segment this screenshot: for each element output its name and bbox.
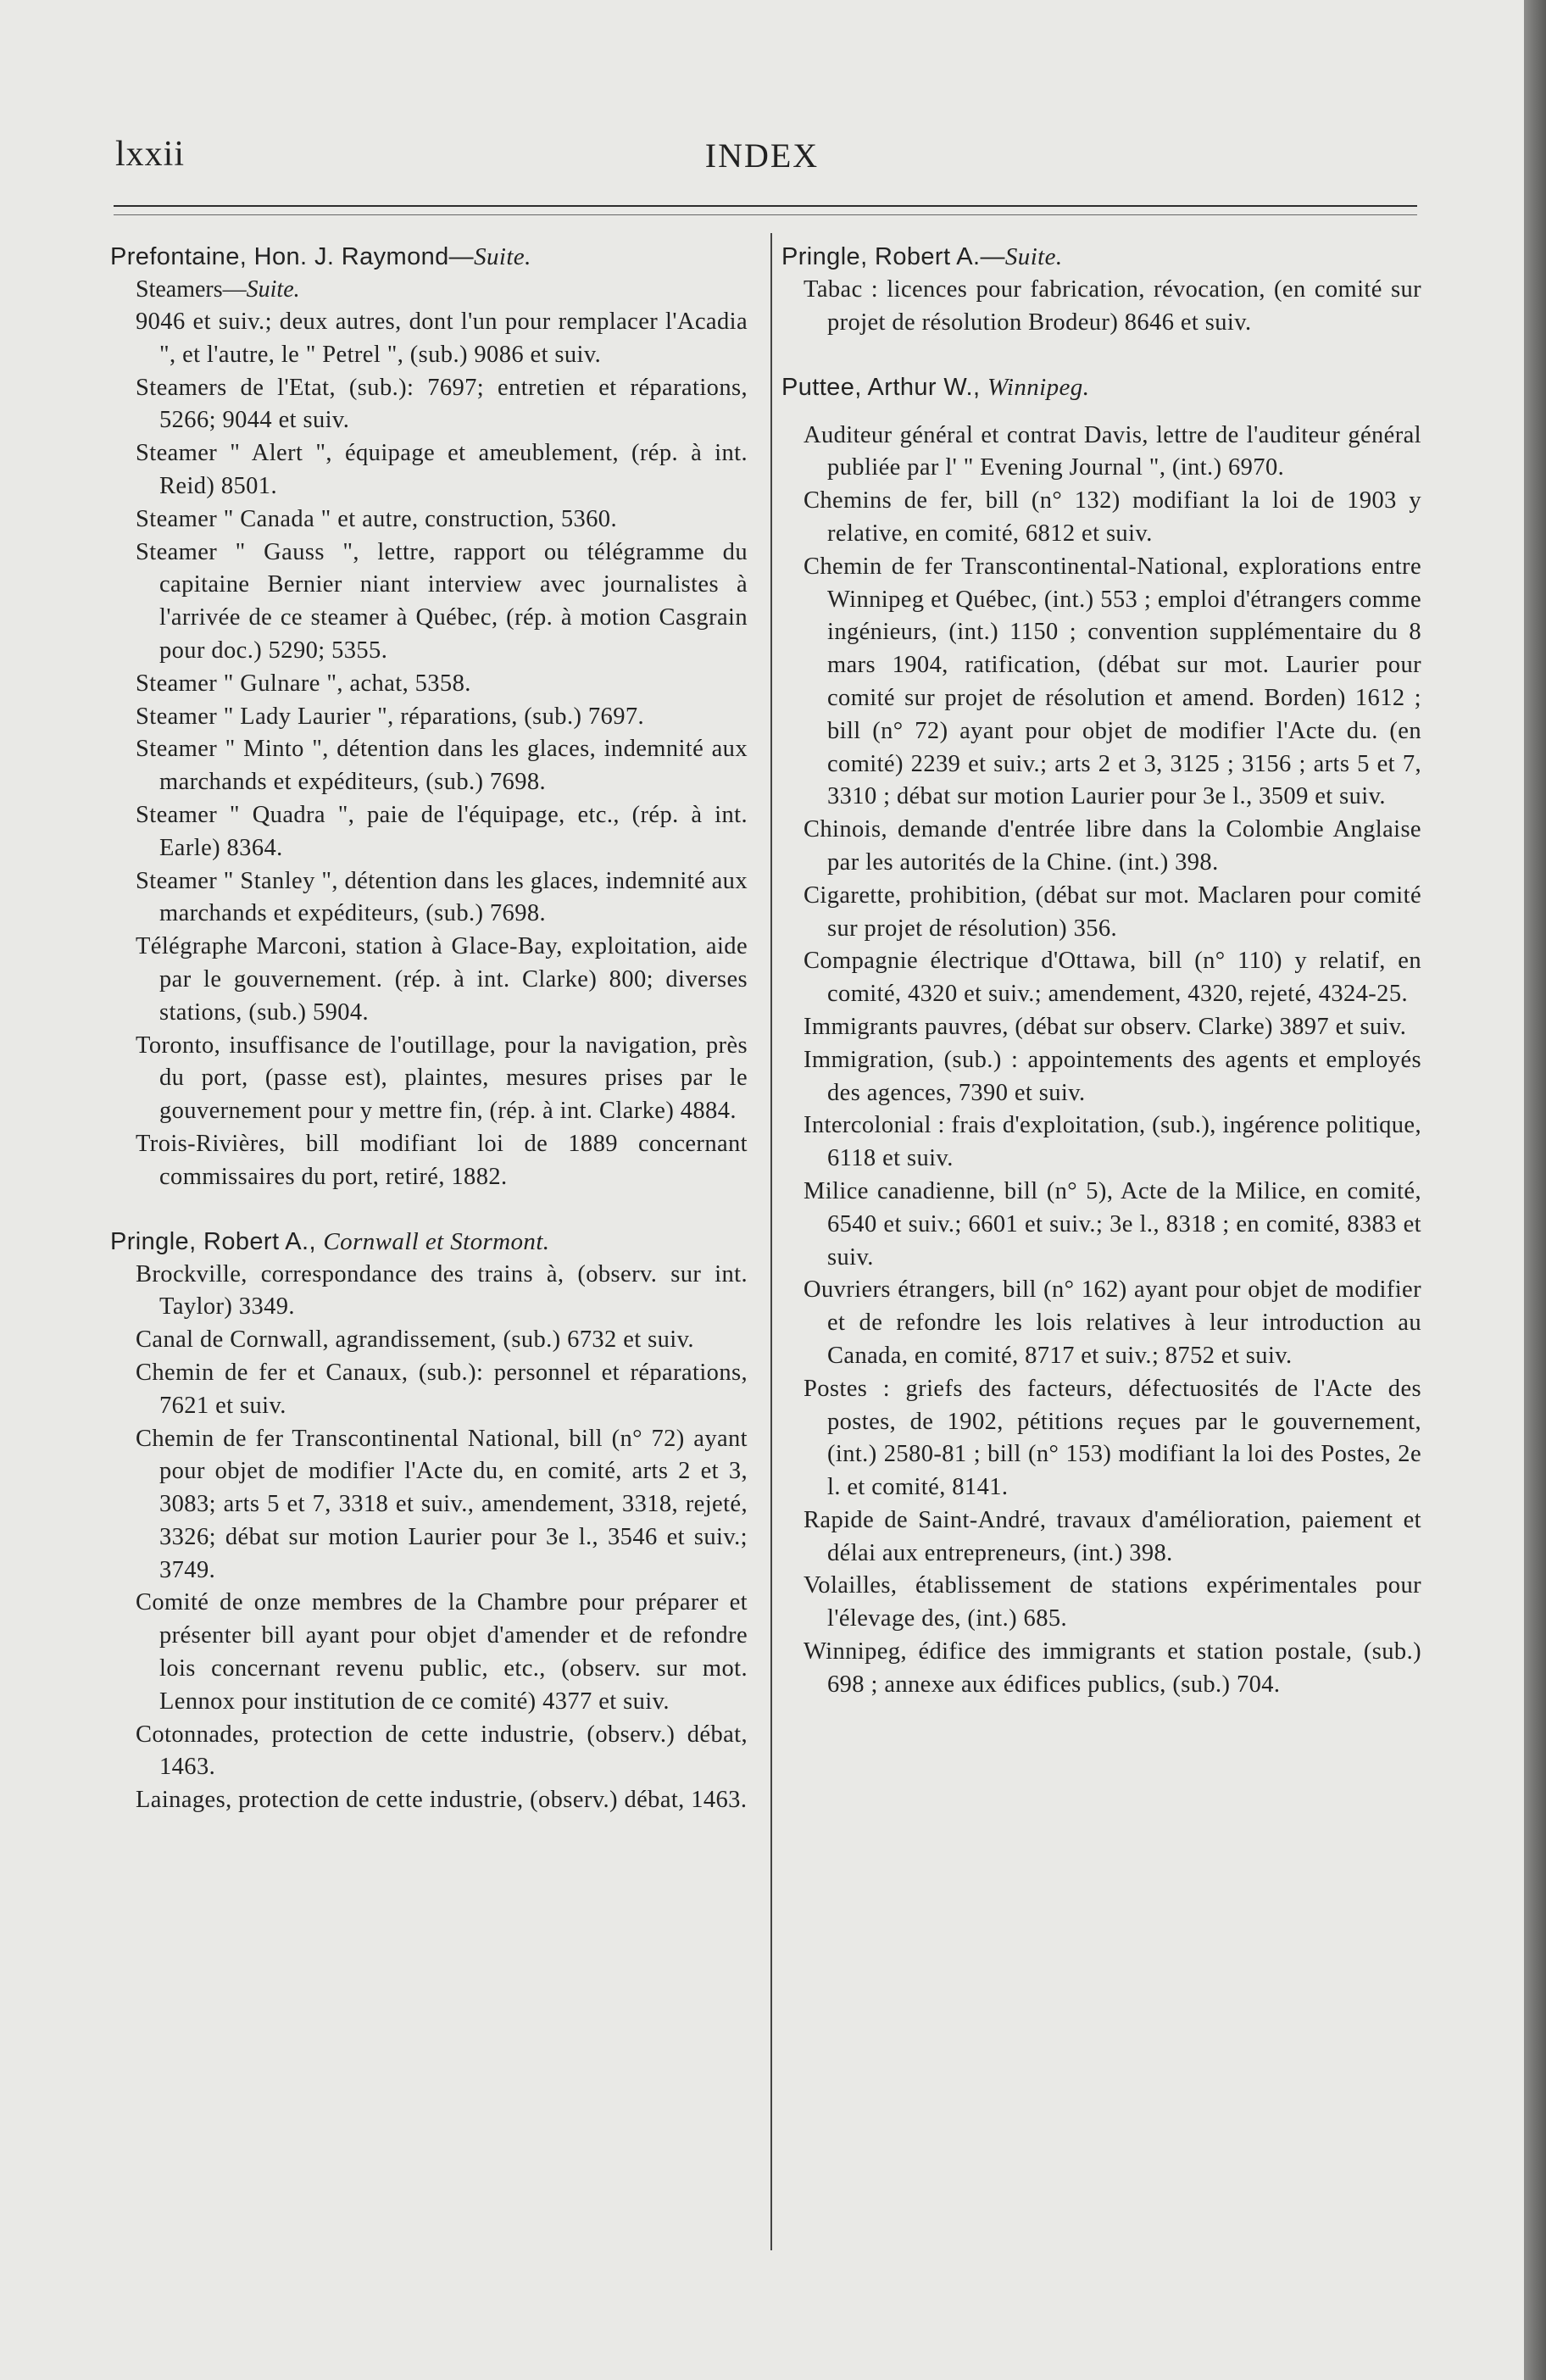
index-entry: Cigarette, prohibition, (débat sur mot. Maclaren pour comité sur projet de résolution) 356. (804, 881, 1421, 942)
index-heading-pringle-suite (781, 240, 1421, 274)
heading-gap (781, 404, 1421, 420)
heading-name: Prefontaine, Hon. J. Raymond— (110, 243, 475, 270)
index-entry: Brockville, correspondance des trains à, (observ. sur int. Taylor) 3349. (136, 1260, 748, 1321)
index-entry: Steamer " Gauss ", lettre, rapport ou télégramme du capitaine Bernier niant interview avec journalistes à l'arrivée de ce steamer à Québec, (rép. à motion Casgrain pour doc.) 5290; 5355. (136, 538, 748, 664)
section-gap (110, 1194, 748, 1225)
heading-name: Puttee, Arthur W., (781, 373, 981, 401)
index-entry: Chemin de fer et Canaux, (sub.): personnel et réparations, 7621 et suiv. (136, 1359, 748, 1419)
index-heading-puttee (781, 370, 1421, 404)
heading-riding: Winnipeg. (987, 373, 1090, 401)
index-entry: Télégraphe Marconi, station à Glace-Bay, exploitation, aide par le gouvernement. (rép. à int. Clarke) 800; diverses stations, (sub.) 5904. (136, 933, 748, 1026)
section-gap (781, 340, 1421, 370)
index-entry: Chemin de fer Transcontinental-National, explorations entre Winnipeg et Québec, (int.) 553 ; emploi d'étrangers comme ingénieurs, (int.) 1150 ; convention supplémentaire du 8 mars 1904, ratification, (débat sur mot. Laurier pour comité sur projet de résolution et amend. Borden) 1612 ; bill (n° 72) ayant pour objet de modifier l'Acte du. (en comité) 2239 et suiv.; arts 2 et 3, 3125 ; 3156 ; arts 5 et 7, 3310 ; débat sur motion Laurier pour 3e l., 3509 et suiv. (804, 553, 1421, 810)
index-heading-prefontaine (110, 240, 748, 274)
index-entry: Rapide de Saint-André, travaux d'amélioration, paiement et délai aux entrepreneurs, (int.) 398. (804, 1506, 1421, 1566)
index-heading-pringle (110, 1225, 748, 1259)
index-entry: Steamer " Alert ", équipage et ameublement, (rép. à int. Reid) 8501. (136, 440, 748, 499)
heading-suffix: Suite. (474, 243, 531, 270)
index-entry: Ouvriers étrangers, bill (n° 162) ayant pour objet de modifier et de refondre les lois relatives à leur introduction au Canada, en comité, 8717 et suiv.; 8752 et suiv. (804, 1276, 1421, 1369)
index-entry: Cotonnades, protection de cette industrie, (observ.) débat, 1463. (136, 1721, 748, 1781)
index-entry: Comité de onze membres de la Chambre pour préparer et présenter bill ayant pour objet d'amender et de refondre lois concernant revenu public, etc., (observ. sur mot. Lennox pour institution de ce comité) 4377 et suiv. (136, 1589, 748, 1715)
index-entry: Steamer " Canada " et autre, construction, 5360. (136, 505, 617, 532)
heading-name: Pringle, Robert A.— (781, 243, 1005, 270)
index-entry: Steamer " Gulnare ", achat, 5358. (136, 670, 471, 697)
index-entry: Intercolonial : frais d'exploitation, (sub.), ingérence politique, 6118 et suiv. (804, 1112, 1421, 1172)
index-entry: Trois-Rivières, bill modifiant loi de 1889 concernant commissaires du port, retiré, 1882. (136, 1130, 748, 1190)
index-entry: Canal de Cornwall, agrandissement, (sub.) 6732 et suiv. (136, 1326, 694, 1354)
index-entry: Auditeur général et contrat Davis, lettre de l'auditeur général publiée par l' " Evening Journal ", (int.) 6970. (804, 421, 1421, 481)
left-column (110, 240, 748, 1817)
index-entry: Chemin de fer Transcontinental National, bill (n° 72) ayant pour objet de modifier l'Acte du, en comité, arts 2 et 3, 3083; arts 5 et 7, 3318 et suiv., amendement, 3318, rejeté, 3326; débat sur motion Laurier pour 3e l., 3546 et suiv.; 3749. (136, 1425, 748, 1583)
column-divider (770, 233, 772, 2250)
index-entry: Steamer " Lady Laurier ", réparations, (sub.) 7697. (136, 703, 645, 730)
header-rule-top (114, 205, 1417, 207)
page-edge-shadow (1524, 0, 1546, 2380)
page-title: INDEX (704, 136, 820, 175)
index-entry: Immigration, (sub.) : appointements des agents et employés des agences, 7390 et suiv. (804, 1046, 1421, 1106)
index-entry: Immigrants pauvres, (débat sur observ. Clarke) 3897 et suiv. (804, 1013, 1407, 1040)
index-entry: Chemins de fer, bill (n° 132) modifiant la loi de 1903 y relative, en comité, 6812 et suiv. (804, 487, 1421, 547)
index-entry: Chinois, demande d'entrée libre dans la Colombie Anglaise par les autorités de la Chine. (int.) 398. (804, 816, 1421, 876)
index-entry: Milice canadienne, bill (n° 5), Acte de la Milice, en comité, 6540 et suiv.; 6601 et suiv.; 3e l., 8318 ; en comité, 8383 et suiv. (804, 1177, 1421, 1271)
index-entry: Steamer " Quadra ", paie de l'équipage, etc., (rép. à int. Earle) 8364. (136, 801, 748, 861)
index-entry: Toronto, insuffisance de l'outillage, pour la navigation, près du port, (passe est), plaintes, mesures prises par le gouvernement pour y mettre fin, (rép. à int. Clarke) 4884. (136, 1032, 748, 1125)
heading-name: Pringle, Robert A., (110, 1227, 316, 1255)
heading-riding: Cornwall et Stormont. (323, 1227, 550, 1255)
index-entry: Winnipeg, édifice des immigrants et station postale, (sub.) 698 ; annexe aux édifices publics, (sub.) 704. (804, 1638, 1421, 1698)
index-entry: Compagnie électrique d'Ottawa, bill (n° 110) y relatif, en comité, 4320 et suiv.; amendement, 4320, rejeté, 4324-25. (804, 948, 1421, 1008)
index-entry: Steamer " Stanley ", détention dans les glaces, indemnité aux marchands et expéditeurs, (sub.) 7698. (136, 867, 748, 927)
subheading-label: Steamers— (136, 276, 247, 303)
subheading-suffix: Suite. (246, 276, 300, 303)
page-number: lxxii (115, 135, 186, 174)
index-entry: Lainages, protection de cette industrie, (observ.) débat, 1463. (136, 1787, 748, 1814)
subheading-steamers (110, 274, 748, 306)
header-rule-bottom (114, 214, 1417, 215)
index-entry: Steamers de l'Etat, (sub.): 7697; entretien et réparations, 5266; 9044 et suiv. (136, 374, 748, 434)
index-entry: 9046 et suiv.; deux autres, dont l'un pour remplacer l'Acadia ", et l'autre, le " Petrel ", (sub.) 9086 et suiv. (136, 309, 748, 368)
index-entry: Steamer " Minto ", détention dans les glaces, indemnité aux marchands et expéditeurs, (sub.) 7698. (136, 736, 748, 796)
right-column (781, 240, 1421, 1702)
index-entry: Tabac : licences pour fabrication, révocation, (en comité sur projet de résolution Brodeur) 8646 et suiv. (804, 276, 1421, 336)
heading-suffix: Suite. (1004, 243, 1063, 270)
index-entry: Volailles, établissement de stations expérimentales pour l'élevage des, (int.) 685. (804, 1572, 1421, 1632)
index-entry: Postes : griefs des facteurs, défectuosités de l'Acte des postes, de 1902, pétitions reçues par le gouvernement, (int.) 2580-81 ; bill (n° 153) modifiant la loi des Postes, 2e l. et comité, 8141. (804, 1375, 1421, 1501)
